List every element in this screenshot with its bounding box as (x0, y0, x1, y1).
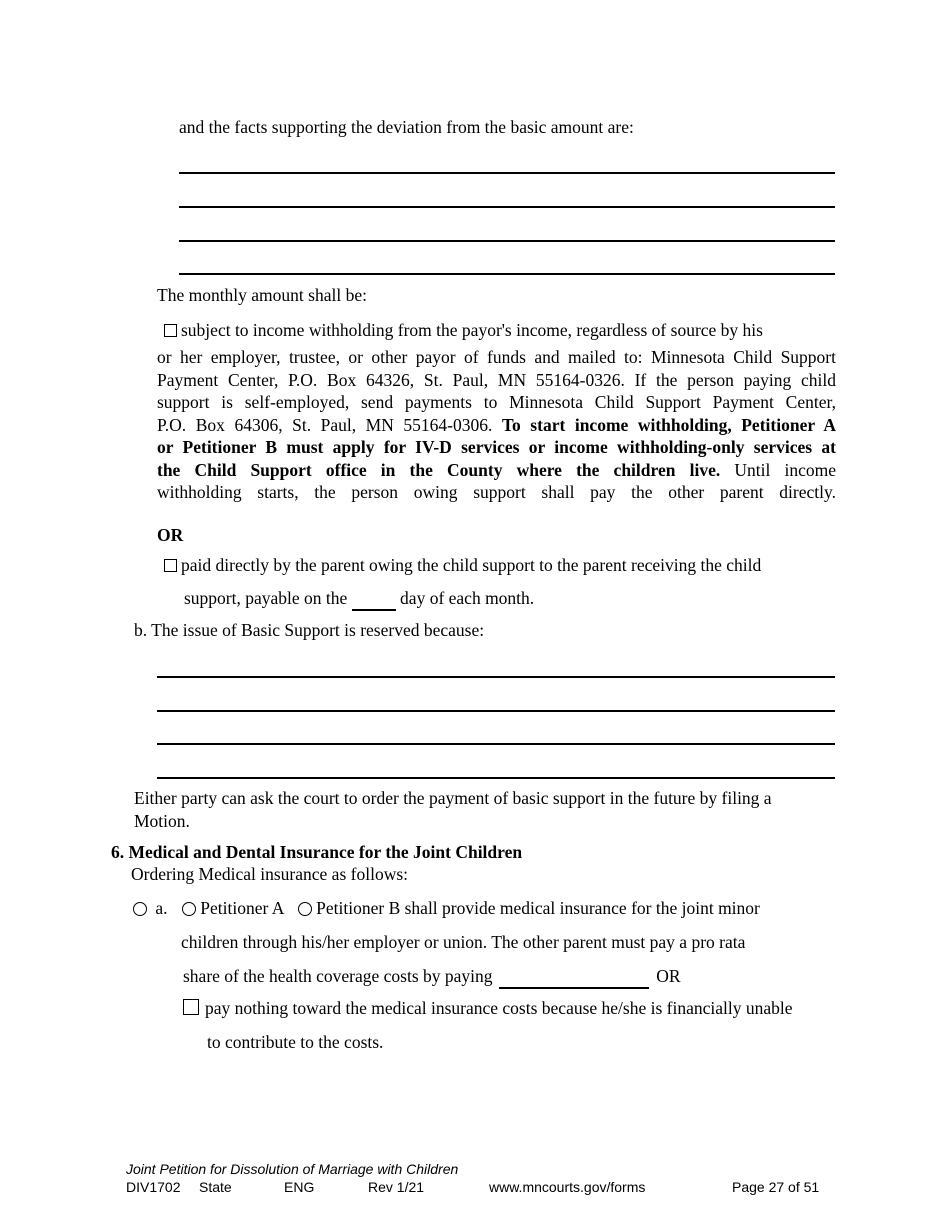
section-6-subheading: Ordering Medical insurance as follows: (131, 864, 409, 884)
withholding-paragraph (157, 346, 836, 504)
reserved-label: b. The issue of Basic Support is reserved because: (134, 620, 485, 640)
pro-rata-amount-field[interactable] (499, 966, 649, 989)
or-label: OR (157, 525, 184, 545)
footer-form-number: DIV1702 (126, 1179, 181, 1195)
withholding-line-8: withholding starts, the person owing support shall pay the other parent directly. (157, 482, 836, 502)
footer-revision: Rev 1/21 (368, 1179, 425, 1195)
footer-website[interactable]: www.mncourts.gov/forms (489, 1179, 646, 1195)
withholding-line-7: the Child Support office in the County where the children live. Until income (157, 459, 837, 480)
reserved-reason-line-2[interactable] (157, 710, 835, 712)
pay-nothing-line-1: pay nothing toward the medical insurance costs because he/she is financially unable (205, 998, 793, 1018)
option-a-radio[interactable] (133, 902, 147, 916)
pay-nothing-option (183, 998, 793, 1019)
withholding-first-line: subject to income withholding from the payor's income, regardless of source by his (181, 320, 763, 340)
footer-language: ENG (284, 1179, 315, 1195)
withholding-option (164, 320, 763, 341)
option-a-label: a. (155, 898, 168, 918)
insurance-option-a (133, 898, 760, 919)
line3-or: OR (656, 966, 681, 986)
withholding-line-3: Payment Center, P.O. Box 64326, St. Paul, MN 55164-0326. If the person paying child (157, 369, 836, 390)
footer-page-number: Page 27 of 51 (732, 1179, 820, 1195)
payment-day-field[interactable] (352, 588, 396, 611)
withholding-line-2: or her employer, trustee, or other payor of funds and mailed to: Minnesota Child Support (157, 347, 836, 367)
deviation-facts-line-2[interactable] (179, 206, 835, 208)
pay-nothing-checkbox[interactable] (183, 999, 199, 1015)
withholding-line-6: or Petitioner B must apply for IV-D services or income withholding-only services at (157, 437, 836, 457)
direct-payment-first-line: paid directly by the parent owing the child support to the parent receiving the child (181, 555, 762, 575)
petitioner-a-radio[interactable] (182, 902, 196, 916)
deviation-facts-label: and the facts supporting the deviation from the basic amount are: (179, 117, 634, 137)
pay-nothing-line-2: to contribute to the costs. (207, 1032, 384, 1052)
petitioner-a-label: Petitioner A (200, 898, 284, 918)
insurance-line-3: share of the health coverage costs by paying OR (183, 966, 681, 989)
monthly-amount-label: The monthly amount shall be: (157, 285, 367, 305)
reserved-note: Either party can ask the court to order the payment of basic support in the future by filing a Motion. (134, 788, 772, 831)
withholding-line-5: P.O. Box 64306, St. Paul, MN 55164-0306. To start income withholding, Petitioner A (157, 414, 837, 435)
direct-payment-option (164, 555, 761, 576)
petitioner-b-text: Petitioner B shall provide medical insurance for the joint minor (316, 898, 760, 918)
section-6-heading: 6. Medical and Dental Insurance for the Joint Children (111, 842, 523, 862)
footer-form-title: Joint Petition for Dissolution of Marriage with Children (126, 1161, 459, 1177)
deviation-facts-line-4[interactable] (179, 273, 835, 275)
petitioner-b-radio[interactable] (298, 902, 312, 916)
reserved-reason-line-1[interactable] (157, 676, 835, 678)
deviation-facts-line-3[interactable] (179, 240, 835, 242)
withholding-checkbox[interactable] (164, 324, 177, 337)
direct-payment-checkbox[interactable] (164, 559, 177, 572)
reserved-reason-line-4[interactable] (157, 777, 835, 779)
reserved-reason-line-3[interactable] (157, 743, 835, 745)
footer-jurisdiction: State (199, 1179, 232, 1195)
insurance-line-2: children through his/her employer or union. The other parent must pay a pro rata (181, 932, 746, 952)
withholding-line-4: support is self-employed, send payments to Minnesota Child Support Payment Center, (157, 392, 836, 412)
deviation-facts-line-1[interactable] (179, 172, 835, 174)
direct-payment-second-line: support, payable on the day of each month. (184, 588, 534, 611)
